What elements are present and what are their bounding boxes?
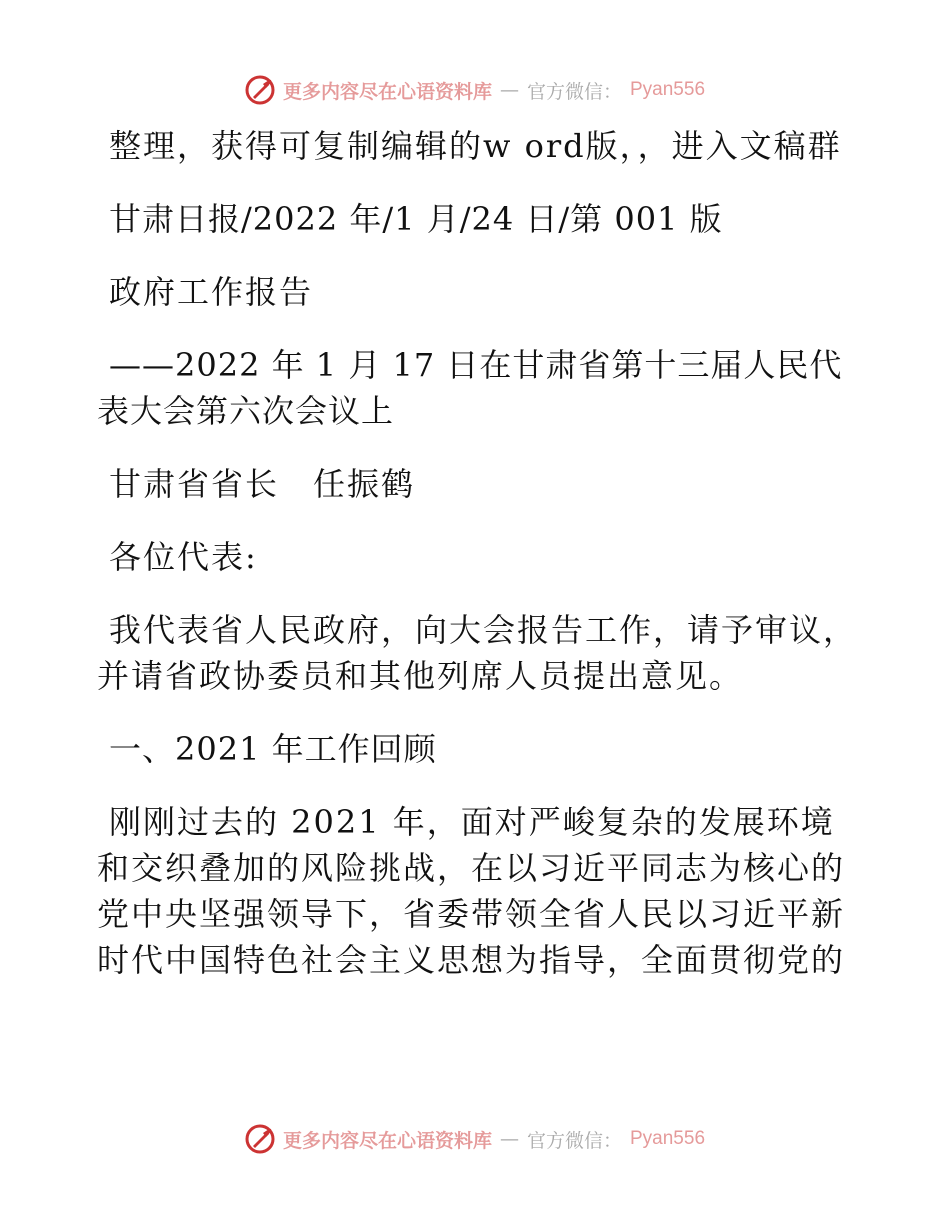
paragraph-occasion: ——2022 年 1 月 17 日在甘肃省第十三届人民代表大会第六次会议上 [97, 346, 843, 430]
watermark-dash: — [499, 1128, 519, 1150]
quill-logo-icon [245, 75, 275, 105]
document-body [97, 123, 857, 1010]
header-watermark [0, 70, 950, 110]
paragraph-author: 甘肃省省长 任振鹤 [109, 465, 416, 503]
paragraph-intro: 整理，获得可复制编辑的w ord版，，进入文稿群 [109, 127, 842, 165]
watermark-main-text: 更多内容尽在心语资料库 [282, 1129, 492, 1152]
document-title: 政府工作报告 [109, 273, 314, 311]
section-heading: 一、2021 年工作回顾 [109, 730, 437, 768]
watermark-main-text: 更多内容尽在心语资料库 [282, 80, 492, 103]
paragraph-source: 甘肃日报/2022 年/1 月/24 日/第 001 版 [109, 200, 723, 238]
footer-watermark [0, 1119, 950, 1159]
quill-logo-icon [245, 1124, 275, 1154]
watermark-sub-text: 官方微信： [526, 80, 622, 103]
paragraph-review: 刚刚过去的 2021 年，面对严峻复杂的发展环境和交织叠加的风险挑战，在以习近平同志为核心的党中央坚强领导下，省委带领全省人民以习近平新时代中国特色社会主义思想为指导，全面贯彻党的 [97, 803, 846, 979]
watermark-sub-text: 官方微信： [526, 1129, 622, 1152]
watermark-id: Pyan556 [630, 1128, 706, 1149]
watermark-id: Pyan556 [630, 79, 706, 100]
paragraph-salutation: 各位代表: [109, 538, 258, 576]
watermark-dash: — [499, 79, 519, 101]
paragraph-opening: 我代表省人民政府，向大会报告工作，请予审议，并请省政协委员和其他列席人员提出意见。 [97, 611, 858, 695]
